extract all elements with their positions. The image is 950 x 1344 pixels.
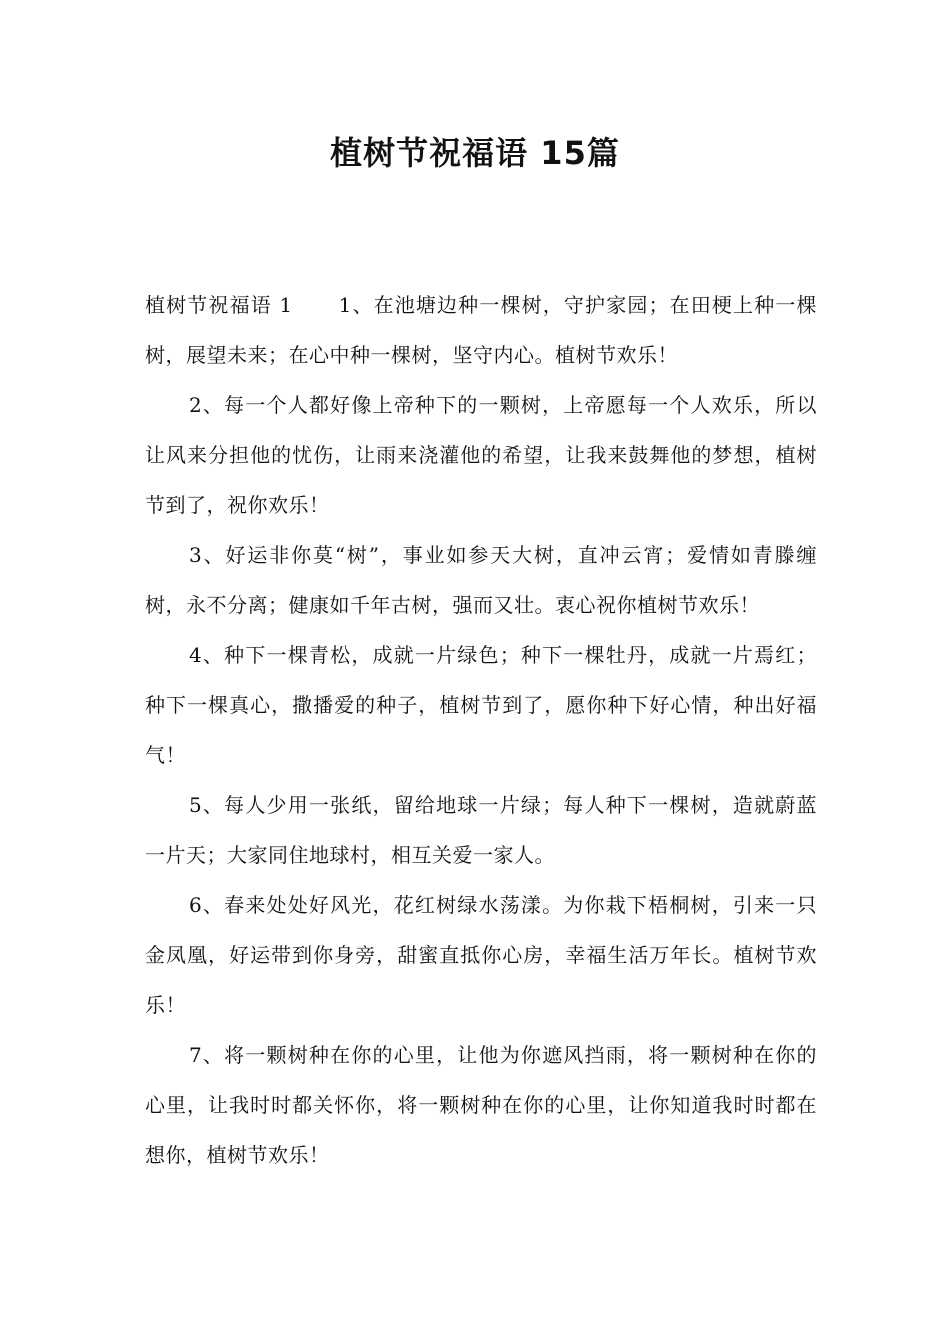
document-title: 植树节祝福语 15篇 bbox=[330, 134, 620, 172]
paragraph-7: 7、将一颗树种在你的心里，让他为你遮风挡雨，将一颗树种在你的心里，让我时时都关怀你，将一颗树种在你的心里，让你知道我时时都在想你，植树节欢乐！ bbox=[145, 1043, 817, 1167]
paragraph-4: 4、种下一棵青松，成就一片绿色；种下一棵牡丹，成就一片焉红；种下一棵真心，撒播爱的种子，植树节到了，愿你种下好心情，种出好福气！ bbox=[145, 643, 817, 767]
paragraph-1 bbox=[145, 280, 817, 380]
paragraph-2: 2、每一个人都好像上帝种下的一颗树，上帝愿每一个人欢乐，所以让风来分担他的忧伤，让雨来浇灌他的希望，让我来鼓舞他的梦想，植树节到了，祝你欢乐！ bbox=[145, 393, 817, 517]
paragraph-text: 1、在池塘边种一棵树，守护家园；在田梗上种一棵树，展望未来；在心中种一棵树，坚守内心。植树节欢乐！ bbox=[145, 293, 817, 367]
paragraph-6: 6、春来处处好风光，花红树绿水荡漾。为你栽下梧桐树，引来一只金凤凰，好运带到你身旁，甜蜜直抵你心房，幸福生活万年长。植树节欢乐！ bbox=[145, 893, 817, 1017]
paragraph-5: 5、每人少用一张纸，留给地球一片绿；每人种下一棵树，造就蔚蓝一片天；大家同住地球村，相互关爱一家人。 bbox=[145, 793, 817, 867]
section-heading: 植树节祝福语 1 bbox=[145, 293, 293, 317]
document-body bbox=[145, 280, 817, 1180]
paragraph-3: 3、好运非你莫“树”，事业如参天大树，直冲云宵；爱情如青滕缠树，永不分离；健康如千年古树，强而又壮。衷心祝你植树节欢乐！ bbox=[145, 543, 817, 617]
